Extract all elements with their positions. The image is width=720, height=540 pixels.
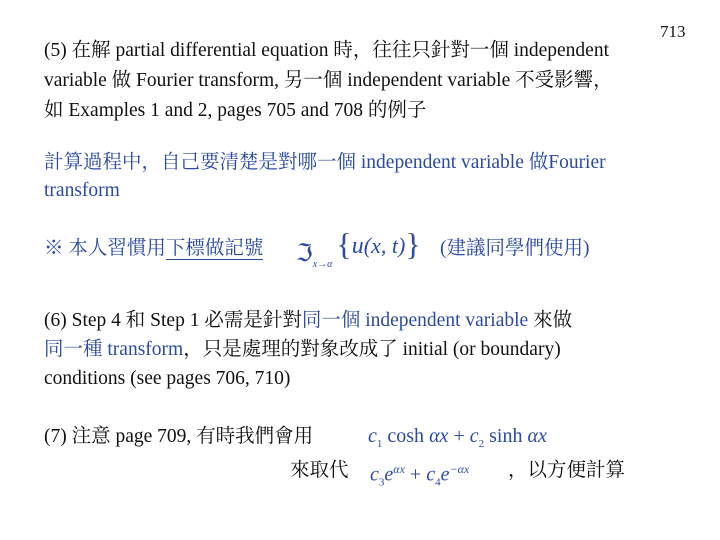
c3: c (370, 463, 379, 486)
habit-prefix: ※ 本人習慣用 (44, 238, 166, 259)
fourier-notation (296, 226, 421, 270)
exp-2: −αx (449, 462, 470, 476)
para5-line2: variable 做 Fourier transform, 另一個 independent variable 不受影響， (44, 70, 613, 91)
para7-line1: (7) 注意 page 709, 有時我們會用 (44, 426, 314, 447)
c2-sub: 2 (478, 438, 485, 450)
para5-line3: 如 Examples 1 and 2, pages 705 and 708 的例子 (44, 100, 427, 121)
fourier-symbol: ℑ (296, 241, 313, 267)
para7-suffix: ，以方便計算 (508, 460, 626, 481)
c3-sub: 3 (378, 476, 385, 489)
e-2: e (440, 463, 450, 486)
c1: c (368, 425, 377, 447)
para5-line1: (5) 在解 partial differential equation 時，往往只針對一個 independent (44, 40, 610, 61)
para6-line1 (44, 308, 572, 334)
func-u: u (351, 233, 364, 259)
plus-1: + (453, 425, 465, 447)
habit-suggestion: (建議同學們使用) (440, 238, 590, 259)
habit-underlined: 下標做記號 (165, 238, 264, 259)
brace-open: { (336, 226, 352, 262)
para6-line1-c: 來做 (528, 310, 573, 331)
note-line1: 計算過程中，自己要清楚是對哪一個 independent variable 做Fourier (44, 152, 606, 173)
para6-line2 (44, 337, 561, 363)
para6-line1-a: (6) Step 4 和 Step 1 必需是針對 (44, 310, 302, 331)
exp-1: αx (393, 462, 405, 476)
fourier-subscript: x→α (312, 259, 333, 270)
c4-sub: 4 (435, 476, 441, 489)
para7-replace: 來取代 (290, 460, 349, 481)
alpha-x-2: αx (527, 425, 547, 447)
para6-line2-b: ，只是處理的對象改成了 initial (or boundary) (183, 339, 561, 360)
note-line2: transform (44, 180, 120, 201)
para6-line3: conditions (see pages 706, 710) (44, 368, 291, 389)
c4: c (426, 463, 436, 486)
sinh-word: sinh (489, 425, 523, 447)
alpha-x-1: αx (429, 425, 449, 447)
page-number: 713 (660, 22, 686, 41)
func-args: (x, t) (363, 233, 406, 258)
c1-sub: 1 (376, 438, 383, 450)
habit-line (44, 236, 263, 262)
plus-2: + (409, 463, 422, 486)
e-1: e (384, 463, 394, 486)
c2: c (469, 425, 479, 447)
cosh-word: cosh (387, 425, 425, 447)
formula-exponential (370, 454, 469, 498)
para6-line1-b: 同一個 independent variable (301, 310, 529, 331)
brace-close: } (405, 226, 421, 262)
formula-cosh-sinh (368, 423, 547, 457)
para6-line2-a: 同一種 transform (44, 339, 184, 360)
